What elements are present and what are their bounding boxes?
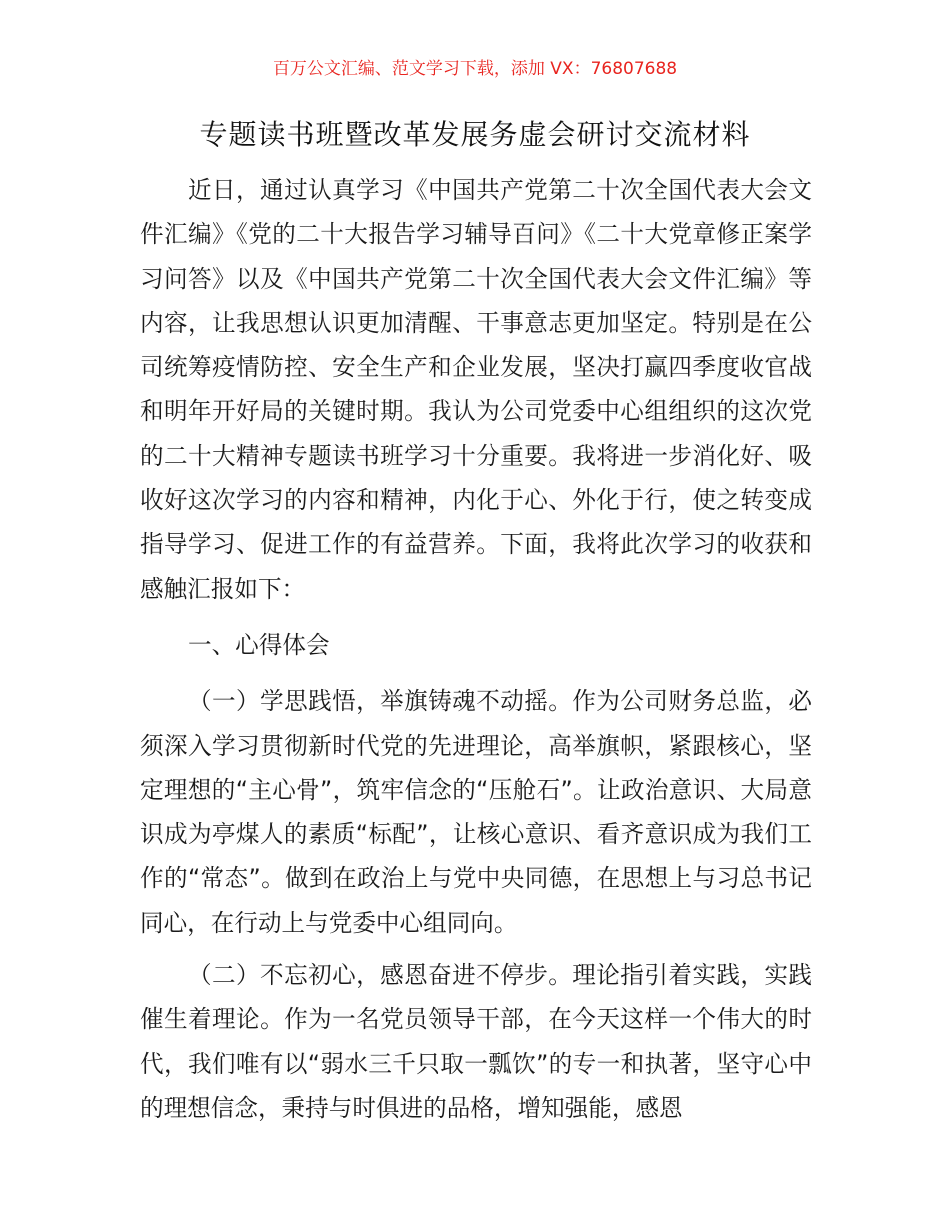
section-heading: 一、心得体会 xyxy=(188,630,330,659)
point-2-paragraph: （二）不忘初心，感恩奋进不停步。理论指引着实践，实践催生着理论。作为一名党员领导干部，在今天这样一个伟大的时代，我们唯有以“弱水三千只取一瓢饮”的专一和执著，坚守心中的理想信念，秉持与时俱进的品格，增知强能，感恩 xyxy=(140,961,812,1122)
document-title: 专题读书班暨改革发展务虚会研讨交流材料 xyxy=(199,118,751,151)
point-1-paragraph: （一）学思践悟，举旗铸魂不动摇。作为公司财务总监，必须深入学习贯彻新时代党的先进理论，高举旗帜，紧跟核心，坚定理想的“主心骨”，筑牢信念的“压舱石”。让政治意识、大局意识成为亭煤人的素质“标配”，让核心意识、看齐意识成为我们工作的“常态”。做到在政治上与党中央同德，在思想上与习总书记同心，在行动上与党委中心组同向。 xyxy=(140,687,812,937)
intro-paragraph: 近日，通过认真学习《中国共产党第二十次全国代表大会文件汇编》《党的二十大报告学习辅导百问》《二十大党章修正案学习问答》以及《中国共产党第二十次全国代表大会文件汇编》等内容，让我思想认识更加清醒、干事意志更加坚定。特别是在公司统筹疫情防控、安全生产和企业发展，坚决打赢四季度收官战和明年开好局的关键时期。我认为公司党委中心组组织的这次党的二十大精神专题读书班学习十分重要。我将进一步消化好、吸收好这次学习的内容和精神，内化于心、外化于行，使之转变成指导学习、促进工作的有益营养。下面，我将此次学习的收获和感触汇报如下： xyxy=(140,176,812,603)
document-body xyxy=(140,168,812,1130)
promo-header: 百万公文汇编、范文学习下载，添加 VX：76807688 xyxy=(272,59,678,79)
